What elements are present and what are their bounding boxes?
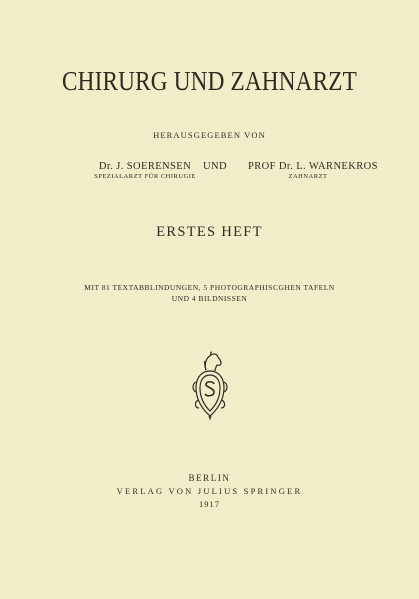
editor-left bbox=[82, 161, 208, 180]
editor-left-role: SPEZIALARZT FÜR CHIRUGIE bbox=[94, 173, 196, 180]
editor-conjunction: UND bbox=[203, 161, 227, 172]
editor-left-name: Dr. J. SOERENSEN bbox=[98, 161, 192, 172]
editor-right-name: PROF Dr. L. WARNEKROS bbox=[248, 161, 378, 172]
book-title: CHIRURG UND ZAHNARZT bbox=[62, 66, 357, 96]
editor-right bbox=[248, 161, 378, 180]
imprint-place: BERLIN bbox=[188, 473, 231, 483]
editor-right-role: ZAHNARZT bbox=[288, 173, 328, 180]
issue-title: ERSTES HEFT bbox=[156, 224, 263, 240]
illustrations-line-1: MIT 81 TEXTABBLINDUNGEN, 5 PHOTOGRAPHISCGHEN TAFELN bbox=[84, 283, 335, 292]
edited-by-label: HERAUSGEGEBEN VON bbox=[153, 130, 266, 140]
imprint-publisher: VERLAG VON JULIUS SPRINGER bbox=[116, 486, 303, 496]
springer-knight-icon bbox=[188, 350, 232, 420]
illustrations-line-2: UND 4 BILDNISSEN bbox=[171, 294, 248, 303]
imprint-year: 1917 bbox=[199, 499, 220, 509]
